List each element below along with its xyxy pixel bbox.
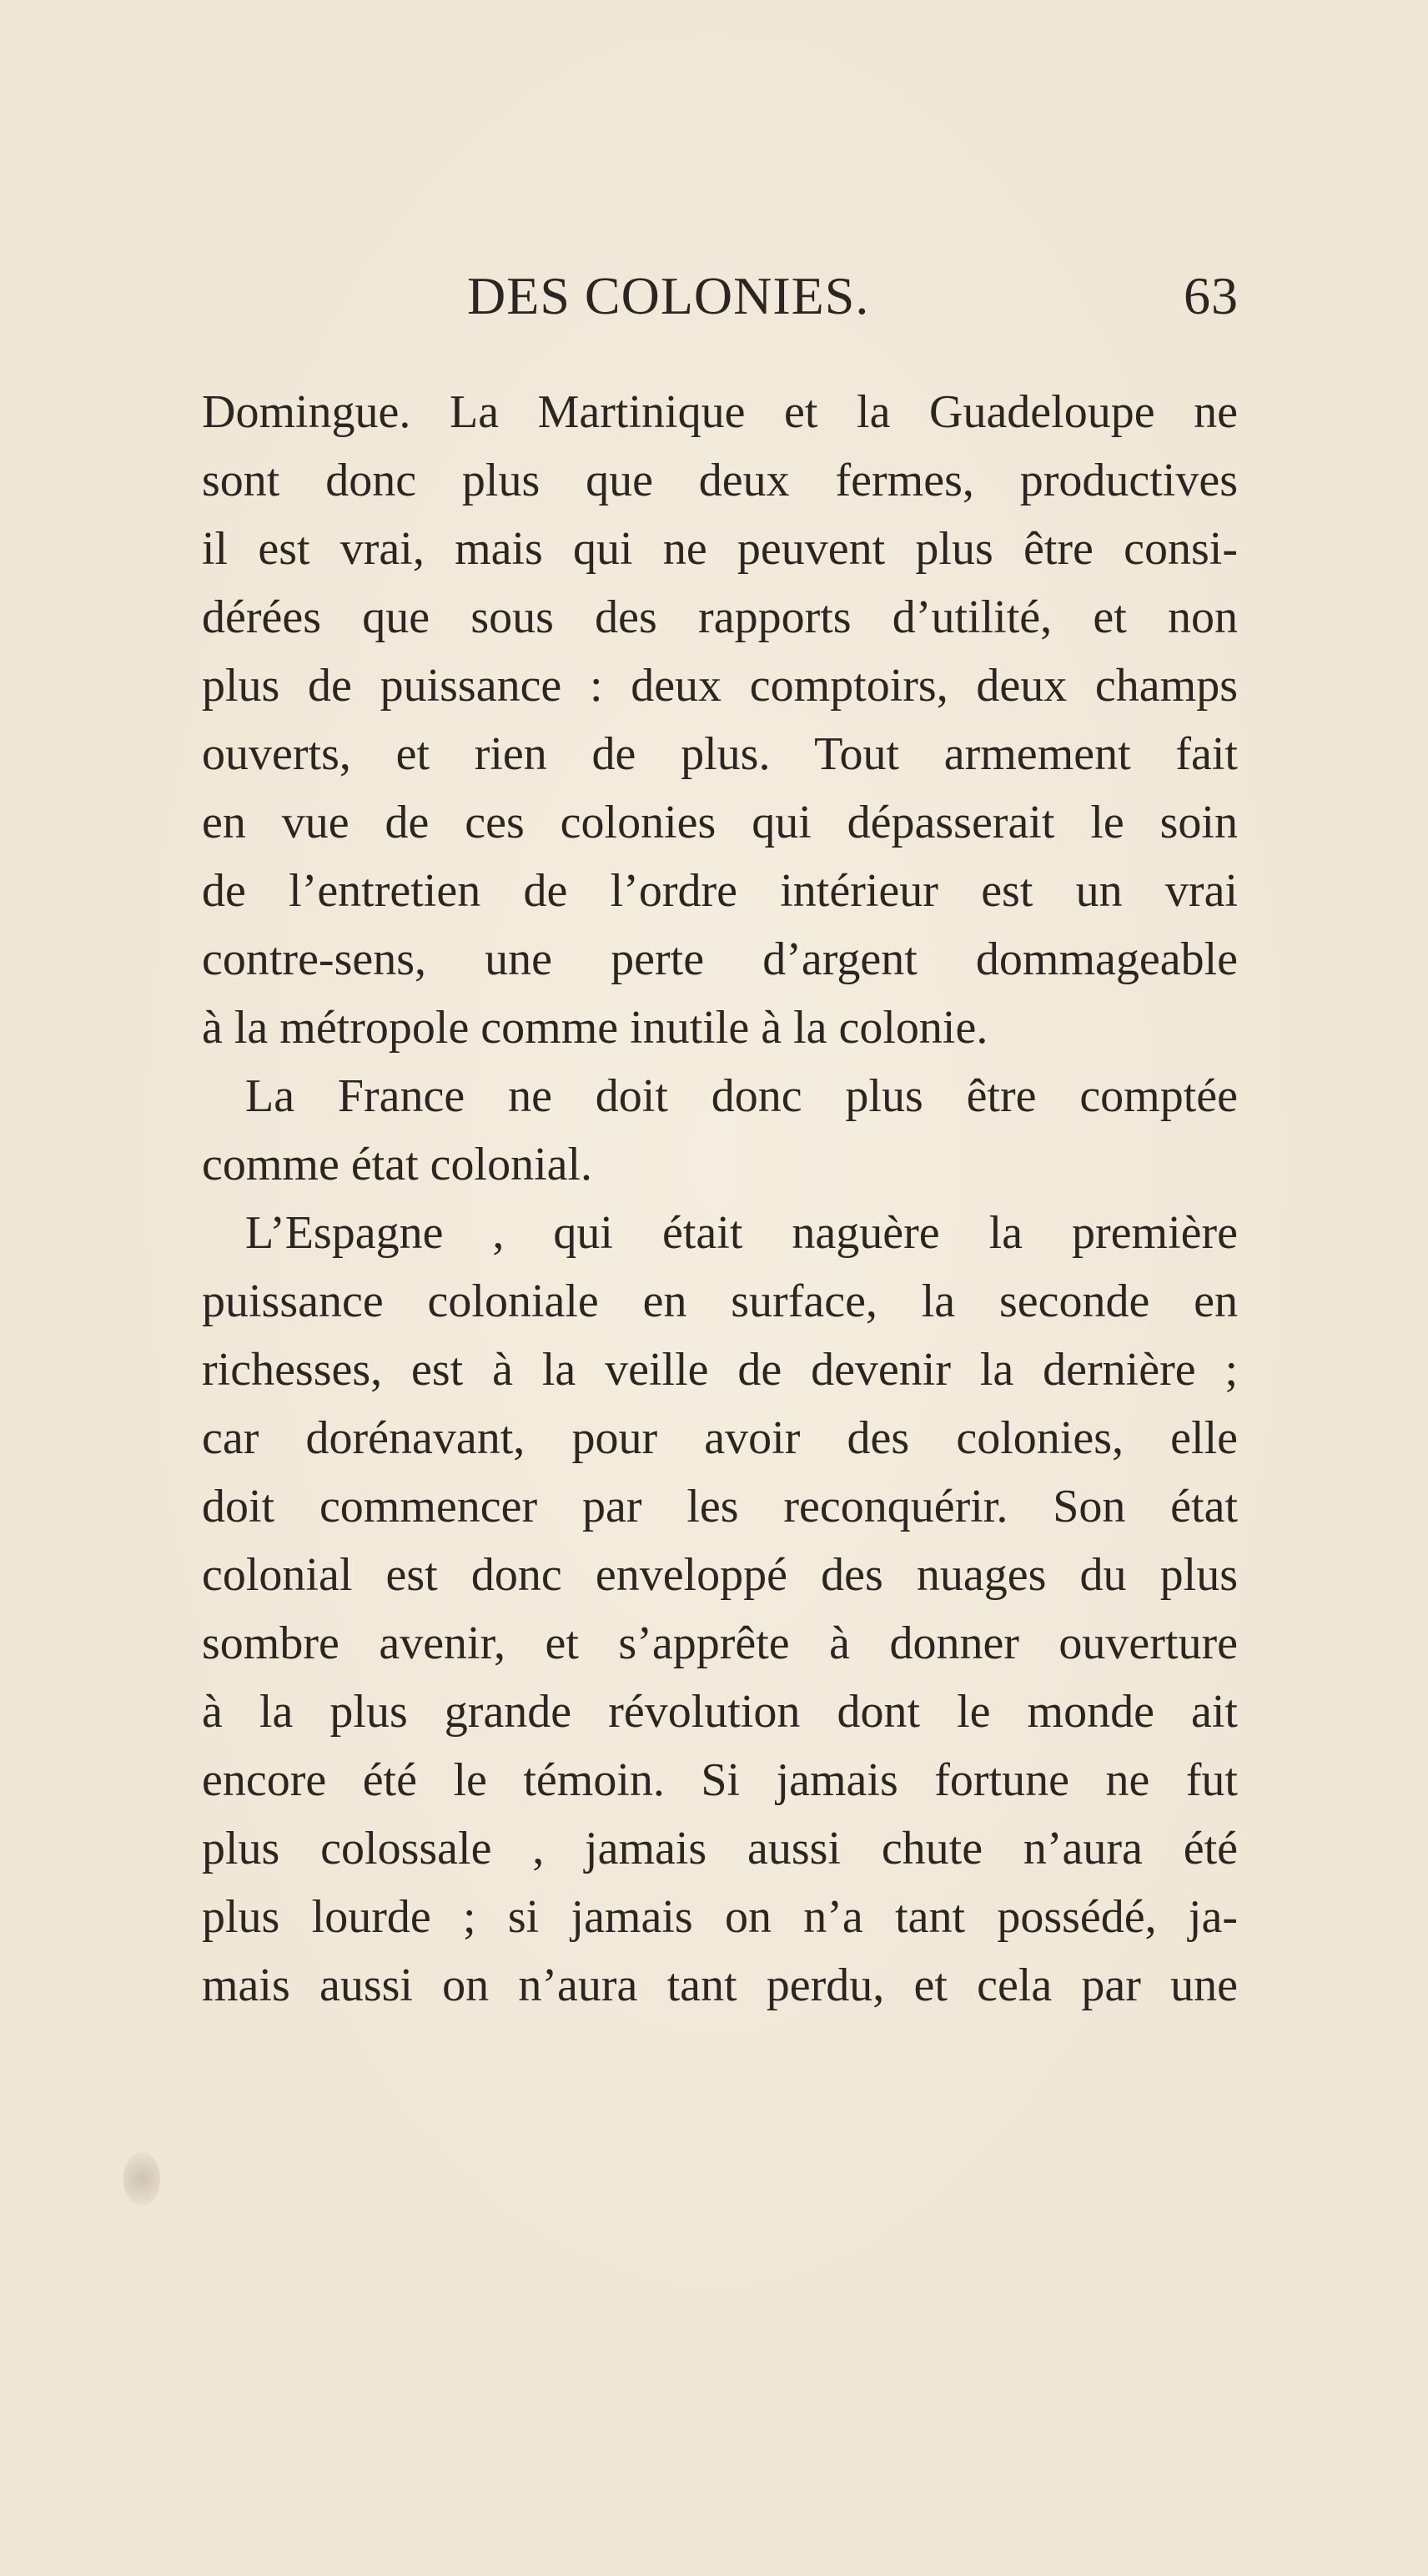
text-line: L’Espagne , qui était naguère la première <box>245 1207 1238 1259</box>
text-line: La France ne doit donc plus être comptée <box>245 1070 1238 1122</box>
text-line: encore été le témoin. Si jamais fortune ne fut <box>202 1754 1238 1806</box>
text-line: mais aussi on n’aura tant perdu, et cela par une <box>202 1960 1238 2011</box>
text-line: Domingue. La Martinique et la Guadeloupe ne <box>202 386 1238 438</box>
running-head <box>467 265 1239 324</box>
text-line: richesses, est à la veille de devenir la dernière ; <box>202 1344 1238 1396</box>
text-line: sont donc plus que deux fermes, productives <box>202 455 1238 506</box>
page-number: 63 <box>1184 266 1239 325</box>
text-line: il est vrai, mais qui ne peuvent plus être consi- <box>202 523 1238 575</box>
text-line: plus colossale , jamais aussi chute n’aura été <box>202 1823 1238 1874</box>
body-text <box>202 378 1238 2020</box>
running-title: DES COLONIES. <box>467 266 870 325</box>
text-line: comme état colonial. <box>202 1139 593 1190</box>
text-line: contre-sens, une perte d’argent dommageable <box>202 933 1238 985</box>
text-line: plus lourde ; si jamais on n’a tant possédé, ja- <box>202 1891 1238 1943</box>
text-line: car dorénavant, pour avoir des colonies, elle <box>202 1412 1238 1464</box>
text-line: puissance coloniale en surface, la seconde en <box>202 1275 1238 1327</box>
text-line: en vue de ces colonies qui dépasserait le soin <box>202 797 1238 848</box>
text-line: à la métropole comme inutile à la colonie. <box>202 1002 988 1054</box>
text-line: plus de puissance : deux comptoirs, deux champs <box>202 660 1238 712</box>
text-line: à la plus grande révolution dont le monde ait <box>202 1686 1238 1738</box>
text-line: sombre avenir, et s’apprête à donner ouverture <box>202 1618 1238 1669</box>
text-line: doit commencer par les reconquérir. Son état <box>202 1481 1238 1532</box>
text-line: colonial est donc enveloppé des nuages du plus <box>202 1549 1238 1601</box>
text-line: ouverts, et rien de plus. Tout armement fait <box>202 728 1238 780</box>
text-line: dérées que sous des rapports d’utilité, et non <box>202 591 1238 643</box>
text-line: de l’entretien de l’ordre intérieur est un vrai <box>202 865 1238 917</box>
paper-stain <box>123 2152 160 2206</box>
